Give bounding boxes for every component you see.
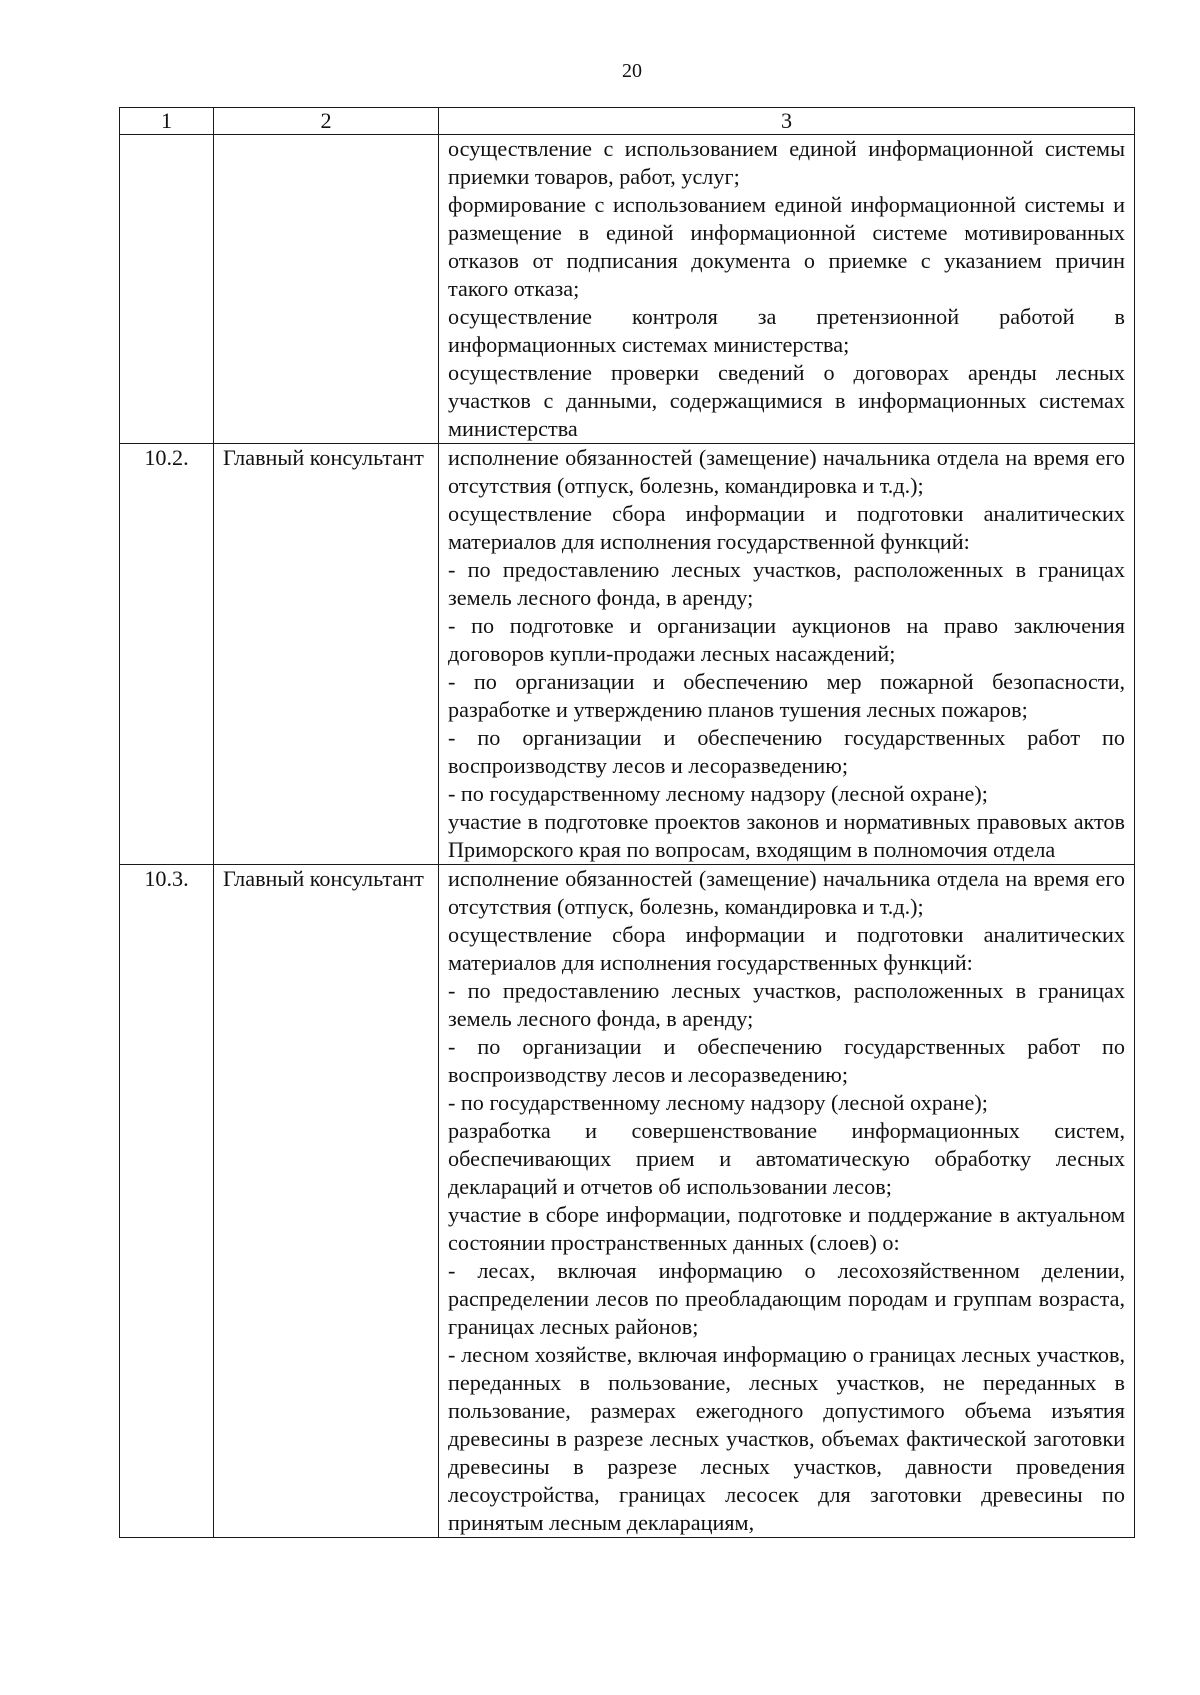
- duty-paragraph: осуществление контроля за претензионной работой в информационных системах министерства;: [448, 304, 1125, 357]
- duty-paragraph: осуществление сбора информации и подготовки аналитических материалов для исполнения государственных функций:: [448, 922, 1125, 975]
- duty-paragraph: - по организации и обеспечению мер пожарной безопасности, разработке и утверждению планов тушения лесных пожаров;: [448, 669, 1125, 722]
- row-position: [214, 135, 439, 444]
- duty-paragraph: - по подготовке и организации аукционов на право заключения договоров купли-продажи лесных насаждений;: [448, 613, 1125, 666]
- duty-paragraph: - лесах, включая информацию о лесохозяйственном делении, распределении лесов по преобладающим породам и группам возраста, границах лесных районов;: [448, 1258, 1125, 1339]
- table-row: [120, 444, 1135, 865]
- page-number: 20: [622, 60, 642, 82]
- table-row: [120, 865, 1135, 1538]
- duty-paragraph: осуществление сбора информации и подготовки аналитических материалов для исполнения государственной функций:: [448, 501, 1125, 554]
- row-position: Главный консультант: [214, 444, 439, 865]
- duty-paragraph: осуществление с использованием единой информационной системы приемки товаров, работ, услуг;: [448, 136, 1125, 189]
- row-number: 10.2.: [120, 444, 214, 865]
- row-duties: [439, 865, 1135, 1538]
- duty-paragraph: участие в подготовке проектов законов и нормативных правовых актов Приморского края по вопросам, входящим в полномочия отдела: [448, 809, 1125, 862]
- duty-paragraph: участие в сборе информации, подготовке и поддержание в актуальном состоянии пространственных данных (слоев) о:: [448, 1202, 1125, 1255]
- duty-paragraph: - по организации и обеспечению государственных работ по воспроизводству лесов и лесоразведению;: [448, 1034, 1125, 1087]
- duty-paragraph: формирование с использованием единой информационной системы и размещение в единой информационной системе мотивированных отказов от подписания документа о приемке с указанием причин такого отказа;: [448, 192, 1125, 301]
- column-header-2: 2: [214, 108, 439, 135]
- duty-paragraph: осуществление проверки сведений о договорах аренды лесных участков с данными, содержащимися в информационных системах министерства: [448, 360, 1125, 441]
- column-header-1: 1: [120, 108, 214, 135]
- row-duties: [439, 444, 1135, 865]
- row-number: [120, 135, 214, 444]
- duty-paragraph: исполнение обязанностей (замещение) начальника отдела на время его отсутствия (отпуск, болезнь, командировка и т.д.);: [448, 445, 1125, 498]
- duty-paragraph: - по государственному лесному надзору (лесной охране);: [448, 1090, 988, 1115]
- duties-table: [119, 107, 1135, 1538]
- table-row: [120, 135, 1135, 444]
- duty-paragraph: - по предоставлению лесных участков, расположенных в границах земель лесного фонда, в аренду;: [448, 557, 1125, 610]
- table-header-row: [120, 108, 1135, 135]
- column-header-3: 3: [439, 108, 1135, 135]
- duty-paragraph: исполнение обязанностей (замещение) начальника отдела на время его отсутствия (отпуск, болезнь, командировка и т.д.);: [448, 866, 1125, 919]
- duty-paragraph: разработка и совершенствование информационных систем, обеспечивающих прием и автоматическую обработку лесных деклараций и отчетов об использовании лесов;: [448, 1118, 1125, 1199]
- duty-paragraph: - по государственному лесному надзору (лесной охране);: [448, 781, 988, 806]
- row-position: Главный консультант: [214, 865, 439, 1538]
- duty-paragraph: - по организации и обеспечению государственных работ по воспроизводству лесов и лесоразведению;: [448, 725, 1125, 778]
- row-duties: [439, 135, 1135, 444]
- duty-paragraph: - по предоставлению лесных участков, расположенных в границах земель лесного фонда, в аренду;: [448, 978, 1125, 1031]
- duty-paragraph: - лесном хозяйстве, включая информацию о границах лесных участков, переданных в пользование, лесных участков, не переданных в пользование, размерах ежегодного допустимого объема изъятия древесины в разрезе лесных участков, объемах фактической заготовки древесины в разрезе лесных участков, давности проведения лесоустройства, границах лесосек для заготовки древесины по принятым лесным декларациям,: [448, 1342, 1125, 1535]
- row-number: 10.3.: [120, 865, 214, 1538]
